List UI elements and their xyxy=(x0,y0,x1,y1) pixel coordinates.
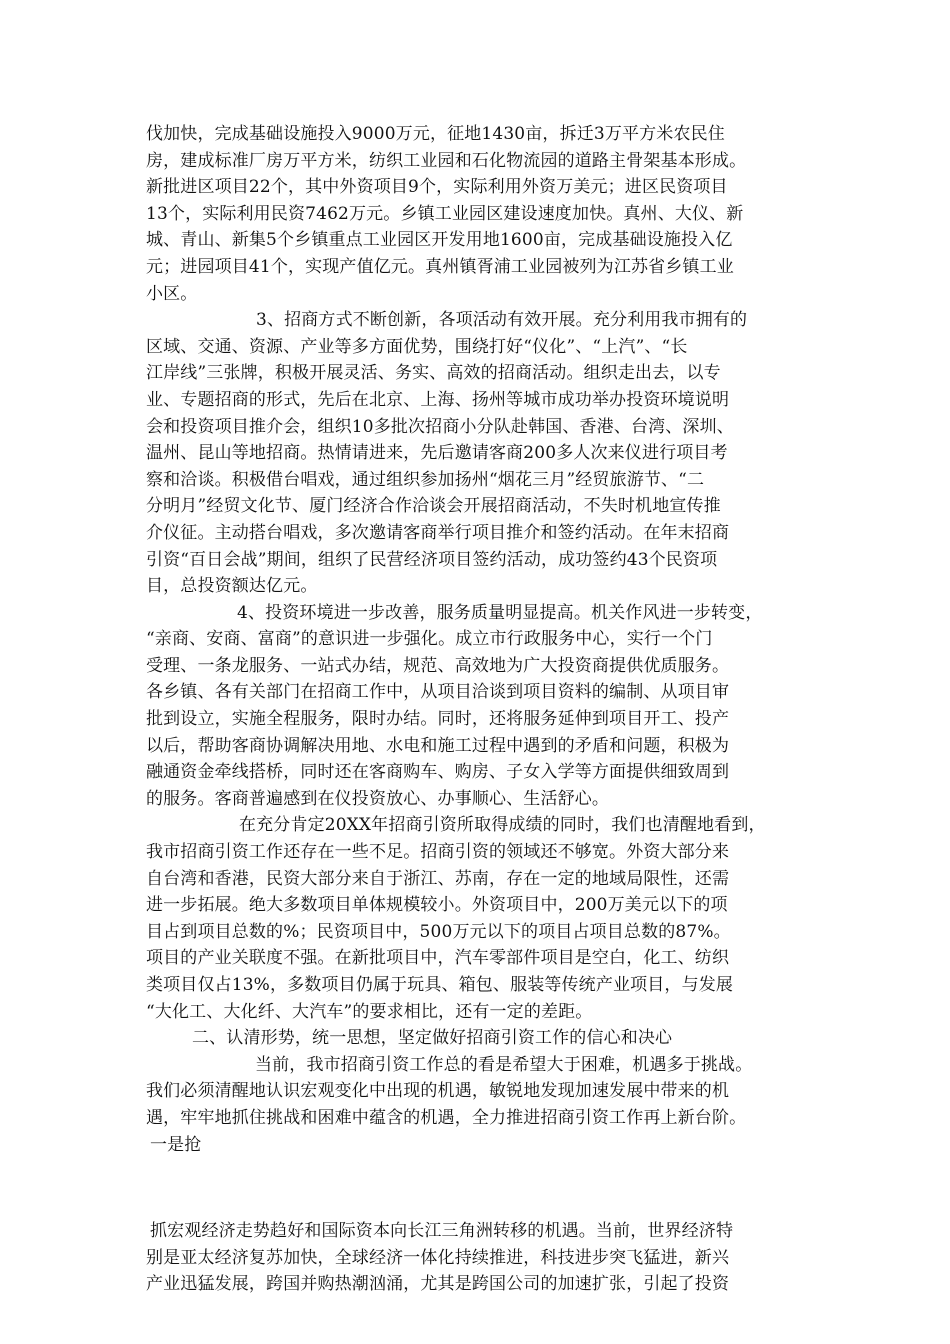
text-line: 房，建成标准厂房万平方米，纺织工业园和石化物流园的道路主骨架基本形成。 xyxy=(146,150,747,171)
text-line: 各乡镇、各有关部门在招商工作中，从项目洽谈到项目资料的编制、从项目审 xyxy=(146,682,730,703)
text-line: 别是亚太经济复苏加快，全球经济一体化持续推进，科技进步突飞猛进，新兴 xyxy=(146,1247,730,1268)
text-line: 会和投资项目推介会，组织10多批次招商小分队赴韩国、香港、台湾、深圳、 xyxy=(146,416,734,437)
paragraph-investment-methods xyxy=(146,307,814,600)
document-page xyxy=(146,121,814,1298)
text-line: 察和洽谈。积极借台唱戏，通过组织参加扬州“烟花三月”经贸旅游节、“二 xyxy=(146,469,705,490)
text-line: 当前，我市招商引资工作总的看是希望大于困难，机遇多于挑战。 xyxy=(255,1054,753,1075)
text-line: 我市招商引资工作还存在一些不足。招商引资的领域还不够宽。外资大部分来 xyxy=(146,842,730,863)
text-line: 目占到项目总数的%；民资项目中，500万元以下的项目占项目总数的87%。 xyxy=(146,921,731,942)
text-line: 抓宏观经济走势趋好和国际资本向长江三角洲转移的机遇。当前，世界经济特 xyxy=(150,1221,734,1242)
paragraph-shortcomings xyxy=(146,812,814,1025)
text-line: 自台湾和香港，民资大部分来自于浙江、苏南，存在一定的地域局限性，还需 xyxy=(146,868,730,889)
text-line: 的服务。客商普遍感到在仪投资放心、办事顺心、生活舒心。 xyxy=(146,788,610,809)
text-line: 目，总投资额达亿元。 xyxy=(146,576,318,597)
text-line: 引资“百日会战”期间，组织了民营经济项目签约活动，成功签约43个民资项 xyxy=(146,549,718,570)
text-line: 分明月”经贸文化节、厦门经济合作洽谈会开展招商活动，不失时机地宣传推 xyxy=(146,496,721,517)
text-line: 以后，帮助客商协调解决用地、水电和施工过程中遇到的矛盾和问题，积极为 xyxy=(146,735,730,756)
text-line: 类项目仅占13%，多数项目仍属于玩具、箱包、服装等传统产业项目，与发展 xyxy=(146,975,734,995)
paragraph-development-zone xyxy=(146,121,814,307)
text-line: 新批进区项目22个，其中外资项目9个，实际利用外资万美元；进区民资项目 xyxy=(146,177,728,198)
text-line: 产业迅猛发展，跨国并购热潮汹涌，尤其是跨国公司的加速扩张，引起了投资 xyxy=(146,1274,730,1295)
text-line: 城、青山、新集5个乡镇重点工业园区开发用地1600亩，完成基础设施投入亿 xyxy=(146,230,733,251)
text-line: 一是抢 xyxy=(150,1134,202,1155)
text-line: 元；进园项目41个，实现产值亿元。真州镇胥浦工业园被列为江苏省乡镇工业 xyxy=(146,256,734,277)
text-line: 融通资金牵线搭桥，同时还在客商购车、购房、子女入学等方面提供细致周到 xyxy=(146,762,730,783)
text-line: “亲商、安商、富商”的意识进一步强化。成立市行政服务中心，实行一个门 xyxy=(146,629,713,650)
text-line: 项目的产业关联度不强。在新批项目中，汽车零部件项目是空白，化工、纺织 xyxy=(146,948,730,969)
text-line: 在充分肯定20XX年招商引资所取得成绩的同时，我们也清醒地看到， xyxy=(239,815,766,836)
text-line: 3、招商方式不断创新，各项活动有效开展。充分利用我市拥有的 xyxy=(256,310,748,331)
section-heading: 二、认清形势，统一思想，坚定做好招商引资工作的信心和决心 xyxy=(192,1028,673,1049)
paragraph-investment-environment xyxy=(146,600,814,813)
paragraph-opportunities xyxy=(146,1052,814,1158)
text-line: 业、专题招商的形式，先后在北京、上海、扬州等城市成功举办投资环境说明 xyxy=(146,389,730,410)
text-line: 我们必须清醒地认识宏观变化中出现的机遇，敏锐地发现加速发展中带来的机 xyxy=(146,1081,730,1102)
text-line: 小区。 xyxy=(146,283,198,304)
text-line: “大化工、大化纤、大汽车”的要求相比，还有一定的差距。 xyxy=(146,1001,593,1022)
text-line: 受理、一条龙服务、一站式办结，规范、高效地为广大投资商提供优质服务。 xyxy=(146,655,730,676)
text-line: 温州、昆山等地招商。热情请进来，先后邀请客商200多人次来仪进行项目考 xyxy=(146,443,728,464)
text-line: 进一步拓展。绝大多数项目单体规模较小。外资项目中，200万美元以下的项 xyxy=(146,895,728,916)
text-line: 伐加快，完成基础设施投入9000万元，征地1430亩，拆迁3万平方米农民住 xyxy=(146,124,725,144)
text-line: 批到设立，实施全程服务，限时办结。同时，还将服务延伸到项目开工、投产 xyxy=(146,709,730,730)
text-line: 13个，实际利用民资7462万元。乡镇工业园区建设速度加快。真州、大仪、新 xyxy=(146,203,744,224)
page-gap xyxy=(146,1158,814,1218)
text-line: 4、投资环境进一步改善，服务质量明显提高。机关作风进一步转变， xyxy=(237,602,763,623)
text-line: 遇，牢牢地抓住挑战和困难中蕴含的机遇，全力推进招商引资工作再上新台阶。 xyxy=(146,1107,747,1128)
text-line: 区域、交通、资源、产业等多方面优势，围绕打好“仪化”、“上汽”、“长 xyxy=(146,336,688,357)
text-line: 江岸线”三张牌，积极开展灵活、务实、高效的招商活动。组织走出去，以专 xyxy=(146,363,721,384)
text-line: 介仪征。主动搭台唱戏，多次邀请客商举行项目推介和签约活动。在年末招商 xyxy=(146,522,730,543)
paragraph-global-economy xyxy=(146,1218,814,1298)
